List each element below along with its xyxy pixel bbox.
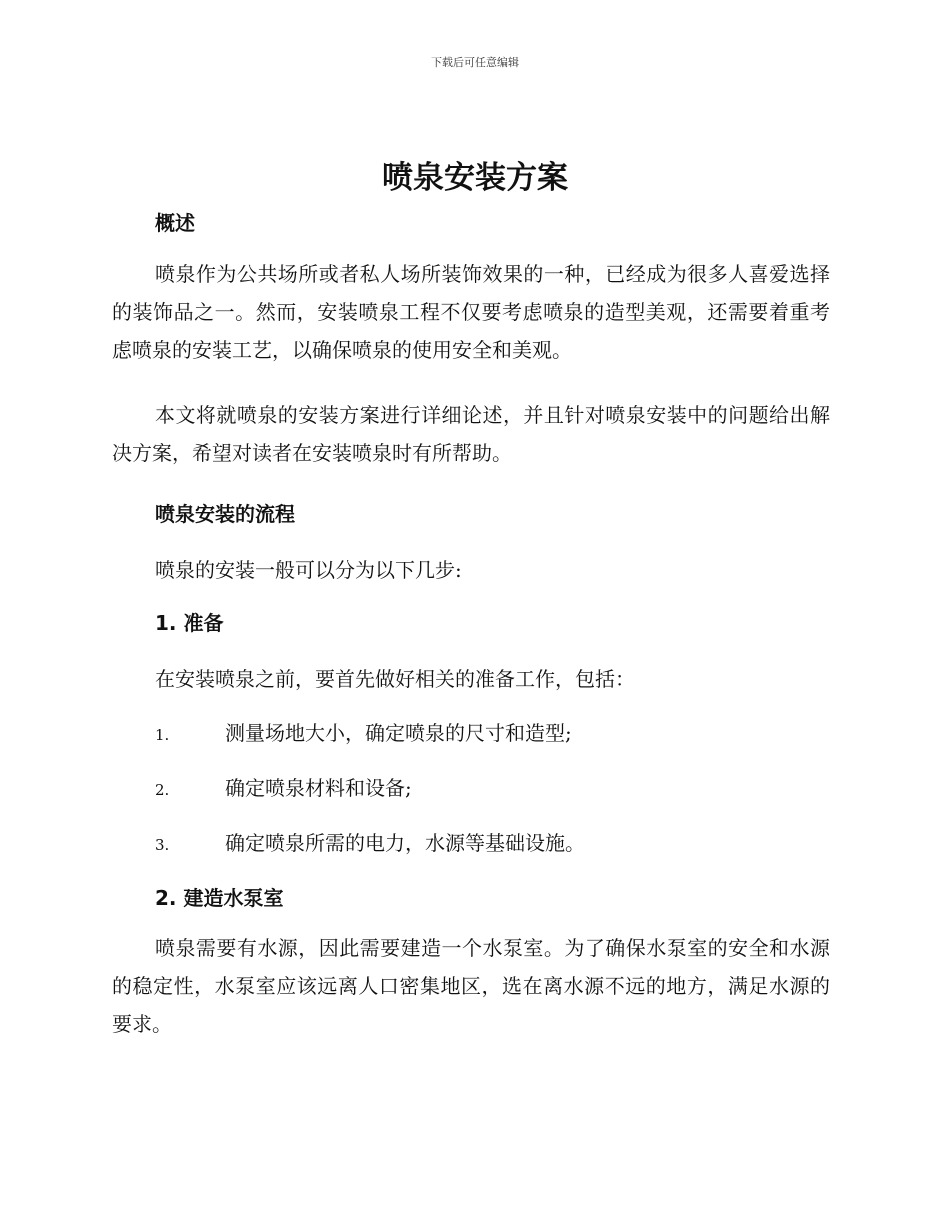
list-item-number: 1. <box>155 726 170 744</box>
paragraph-pump-room: 喷泉需要有水源，因此需要建造一个水泵室。为了确保水泵室的安全和水源的稳定性，水泵室应该远离人口密集地区，选在离水源不远的地方，满足水源的要求。 <box>112 936 830 1036</box>
list-item-text: 确定喷泉材料和设备; <box>225 776 412 800</box>
step-heading-prepare: 1. 准备 <box>155 611 224 635</box>
list-item <box>155 717 572 746</box>
step-heading-pump-room: 2. 建造水泵室 <box>155 886 284 910</box>
paragraph-prepare-intro: 在安装喷泉之前，要首先做好相关的准备工作，包括： <box>155 667 635 691</box>
list-item-text: 确定喷泉所需的电力，水源等基础设施。 <box>225 831 585 855</box>
list-item-number: 2. <box>155 781 170 799</box>
section-heading-overview: 概述 <box>155 211 195 235</box>
section-heading-process: 喷泉安装的流程 <box>155 502 295 526</box>
list-item <box>155 827 585 856</box>
list-item <box>155 772 412 801</box>
document-title: 喷泉安装方案 <box>382 160 568 196</box>
list-item-text: 测量场地大小，确定喷泉的尺寸和造型; <box>225 721 572 745</box>
paragraph-overview-1: 喷泉作为公共场所或者私人场所装饰效果的一种，已经成为很多人喜爱选择的装饰品之一。然而，安装喷泉工程不仅要考虑喷泉的造型美观，还需要着重考虑喷泉的安装工艺，以确保喷泉的使用安全和美观。 <box>112 262 830 362</box>
list-item-number: 3. <box>155 836 170 854</box>
header-note: 下载后可任意编辑 <box>431 56 519 69</box>
paragraph-overview-2: 本文将就喷泉的安装方案进行详细论述，并且针对喷泉安装中的问题给出解决方案，希望对读者在安装喷泉时有所帮助。 <box>112 403 830 465</box>
paragraph-process-intro: 喷泉的安装一般可以分为以下几步: <box>155 558 462 582</box>
